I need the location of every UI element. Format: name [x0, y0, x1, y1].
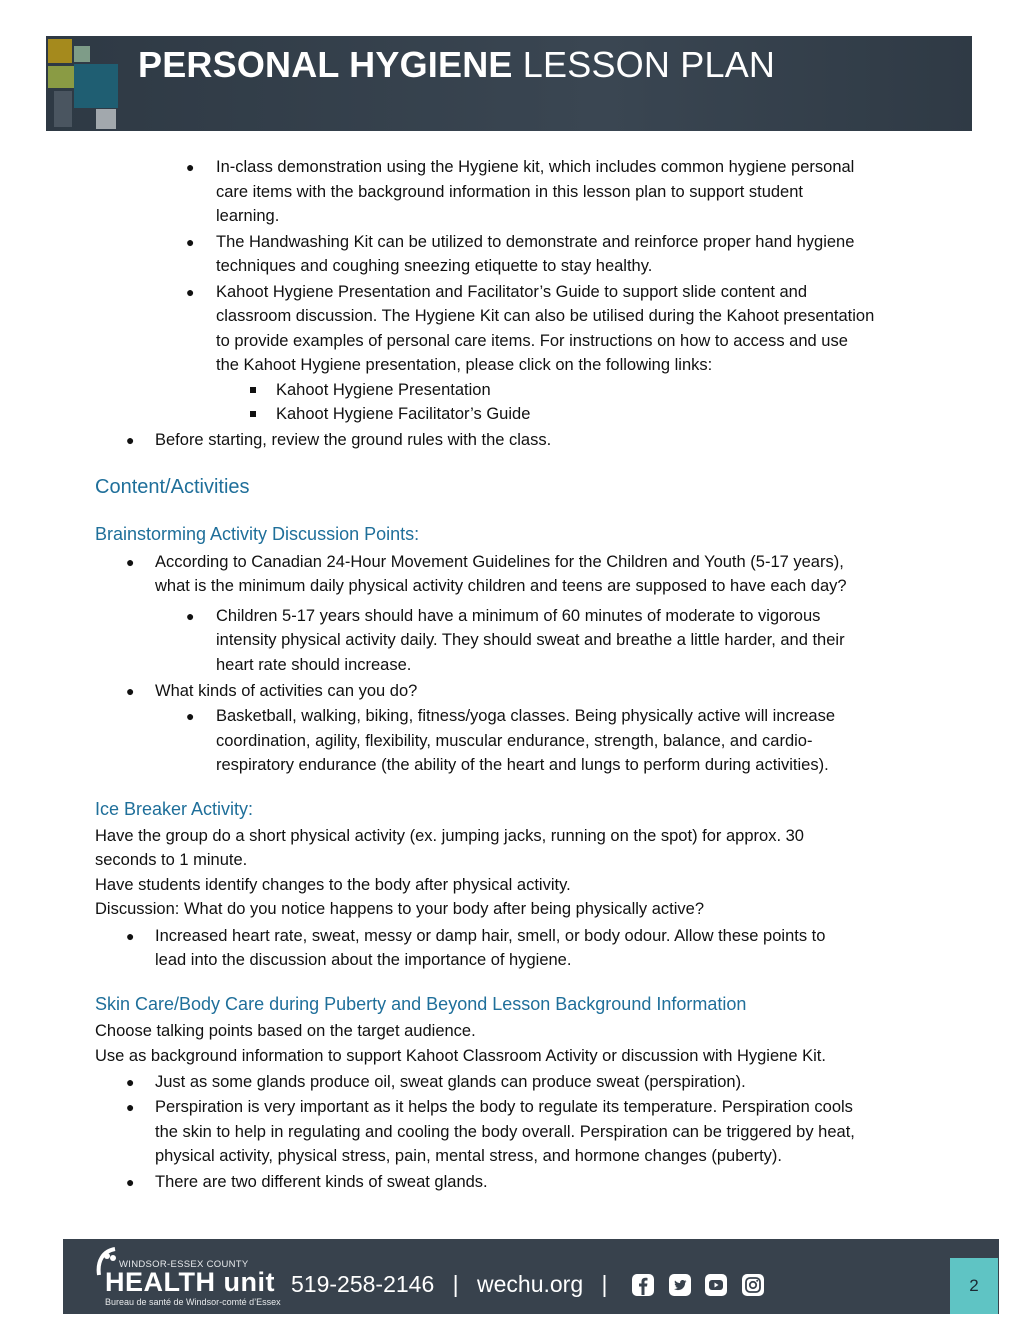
text-line: Use as background information to support Kahoot Classroom Activity or discussion with Hygiene Kit.: [95, 1047, 826, 1065]
logo-french-text: Bureau de santé de Windsor-comté d’Essex: [105, 1297, 281, 1307]
text-line: Kahoot Hygiene Presentation and Facilitator’s Guide to support slide content and: [216, 283, 808, 301]
footer-contact: [291, 1271, 620, 1298]
text-line: Basketball, walking, biking, fitness/yoga classes. Being physically active will increase: [216, 707, 836, 725]
text-line: According to Canadian 24-Hour Movement Guidelines for the Children and Youth (5-17 years),: [155, 553, 844, 571]
logo-health-unit-text: HEALTH unit: [105, 1267, 275, 1297]
decor-square: [48, 66, 74, 88]
text-line: to provide examples of personal care items. For instructions on how to access and use: [216, 332, 848, 350]
text-line: Increased heart rate, sweat, messy or damp hair, smell, or body odour. Allow these points to: [155, 927, 826, 945]
footer-bar: [63, 1239, 999, 1314]
text-line: intensity physical activity daily. They should sweat and breathe a little harder, and their: [216, 631, 845, 649]
text-line: Discussion: What do you notice happens to your body after being physically active?: [95, 900, 705, 918]
square-bullet: [250, 387, 256, 393]
section-heading: Content/Activities: [95, 476, 250, 498]
separator: |: [601, 1271, 608, 1297]
text-line: respiratory endurance (the ability of the heart and lungs to perform during activities).: [216, 756, 829, 774]
text-line: Have the group do a short physical activity (ex. jumping jacks, running on the spot) for approx. 30: [95, 827, 804, 845]
text-line: classroom discussion. The Hygiene Kit can also be utilised during the Kahoot presentation: [216, 307, 875, 325]
bullet-dot: ●: [126, 928, 135, 944]
bullet-dot: ●: [186, 234, 195, 250]
bullet-dot: ●: [186, 159, 195, 175]
text-line: In-class demonstration using the Hygiene kit, which includes common hygiene personal: [216, 158, 855, 176]
text-line: Perspiration is very important as it helps the body to regulate its temperature. Perspiration cools: [155, 1098, 853, 1116]
kahoot-presentation-link[interactable]: Kahoot Hygiene Presentation: [276, 381, 491, 399]
bullet-dot: ●: [126, 1174, 135, 1190]
bullet-dot: ●: [126, 1074, 135, 1090]
decor-square: [74, 46, 90, 62]
square-bullet: [250, 411, 256, 417]
text-line: The Handwashing Kit can be utilized to demonstrate and reinforce proper hand hygiene: [216, 233, 855, 251]
text-line: Have students identify changes to the body after physical activity.: [95, 876, 571, 894]
decor-square: [74, 64, 118, 108]
page-title: PERSONAL HYGIENE LESSON PLAN: [138, 44, 776, 85]
text-line: seconds to 1 minute.: [95, 851, 248, 869]
text-line: techniques and coughing sneezing etiquette to stay healthy.: [216, 257, 653, 275]
text-line: What kinds of activities can you do?: [155, 682, 418, 700]
text-line: There are two different kinds of sweat glands.: [155, 1173, 488, 1191]
decor-square: [48, 39, 72, 63]
text-line: learning.: [216, 207, 280, 225]
text-line: Just as some glands produce oil, sweat glands can produce sweat (perspiration).: [155, 1073, 746, 1091]
text-line: what is the minimum daily physical activity children and teens are supposed to have each day?: [155, 577, 847, 595]
instagram-icon[interactable]: [741, 1273, 765, 1297]
subsection-heading: Ice Breaker Activity:: [95, 799, 254, 819]
text-line: lead into the discussion about the importance of hygiene.: [155, 951, 572, 969]
subsection-heading: Brainstorming Activity Discussion Points:: [95, 524, 420, 544]
text-line: heart rate should increase.: [216, 656, 412, 674]
youtube-icon[interactable]: [704, 1273, 728, 1297]
decor-square: [54, 91, 72, 127]
logo-county-text: WINDSOR-ESSEX COUNTY: [119, 1259, 249, 1270]
decor-square: [96, 109, 116, 129]
facebook-icon[interactable]: [631, 1273, 655, 1297]
subsection-heading: Skin Care/Body Care during Puberty and Beyond Lesson Background Information: [95, 994, 747, 1014]
page-number: 2: [950, 1258, 998, 1314]
separator: |: [452, 1271, 459, 1297]
bullet-dot: ●: [186, 608, 195, 624]
phone-number[interactable]: 519-258-2146: [291, 1271, 435, 1297]
bullet-dot: ●: [126, 1099, 135, 1115]
text-line: Children 5-17 years should have a minimum of 60 minutes of moderate to vigorous: [216, 607, 821, 625]
bullet-dot: ●: [126, 432, 135, 448]
bullet-dot: ●: [126, 554, 135, 570]
twitter-icon[interactable]: [668, 1273, 692, 1297]
website-link[interactable]: wechu.org: [477, 1271, 584, 1297]
text-line: physical activity, physical stress, pain, mental stress, and hormone changes (puberty).: [155, 1147, 782, 1165]
text-line: Before starting, review the ground rules with the class.: [155, 431, 552, 449]
kahoot-facilitator-guide-link[interactable]: Kahoot Hygiene Facilitator’s Guide: [276, 405, 531, 423]
text-line: the skin to help in regulating and cooling the body overall. Perspiration can be triggered by heat,: [155, 1123, 855, 1141]
text-line: the Kahoot Hygiene presentation, please click on the following links:: [216, 356, 713, 374]
text-line: care items with the background information in this lesson plan to support student: [216, 183, 803, 201]
bullet-dot: ●: [186, 708, 195, 724]
bullet-dot: ●: [126, 683, 135, 699]
text-line: coordination, agility, flexibility, muscular endurance, strength, balance, and cardio-: [216, 732, 813, 750]
bullet-dot: ●: [186, 284, 195, 300]
header-banner: [46, 36, 972, 131]
text-line: Choose talking points based on the target audience.: [95, 1022, 476, 1040]
